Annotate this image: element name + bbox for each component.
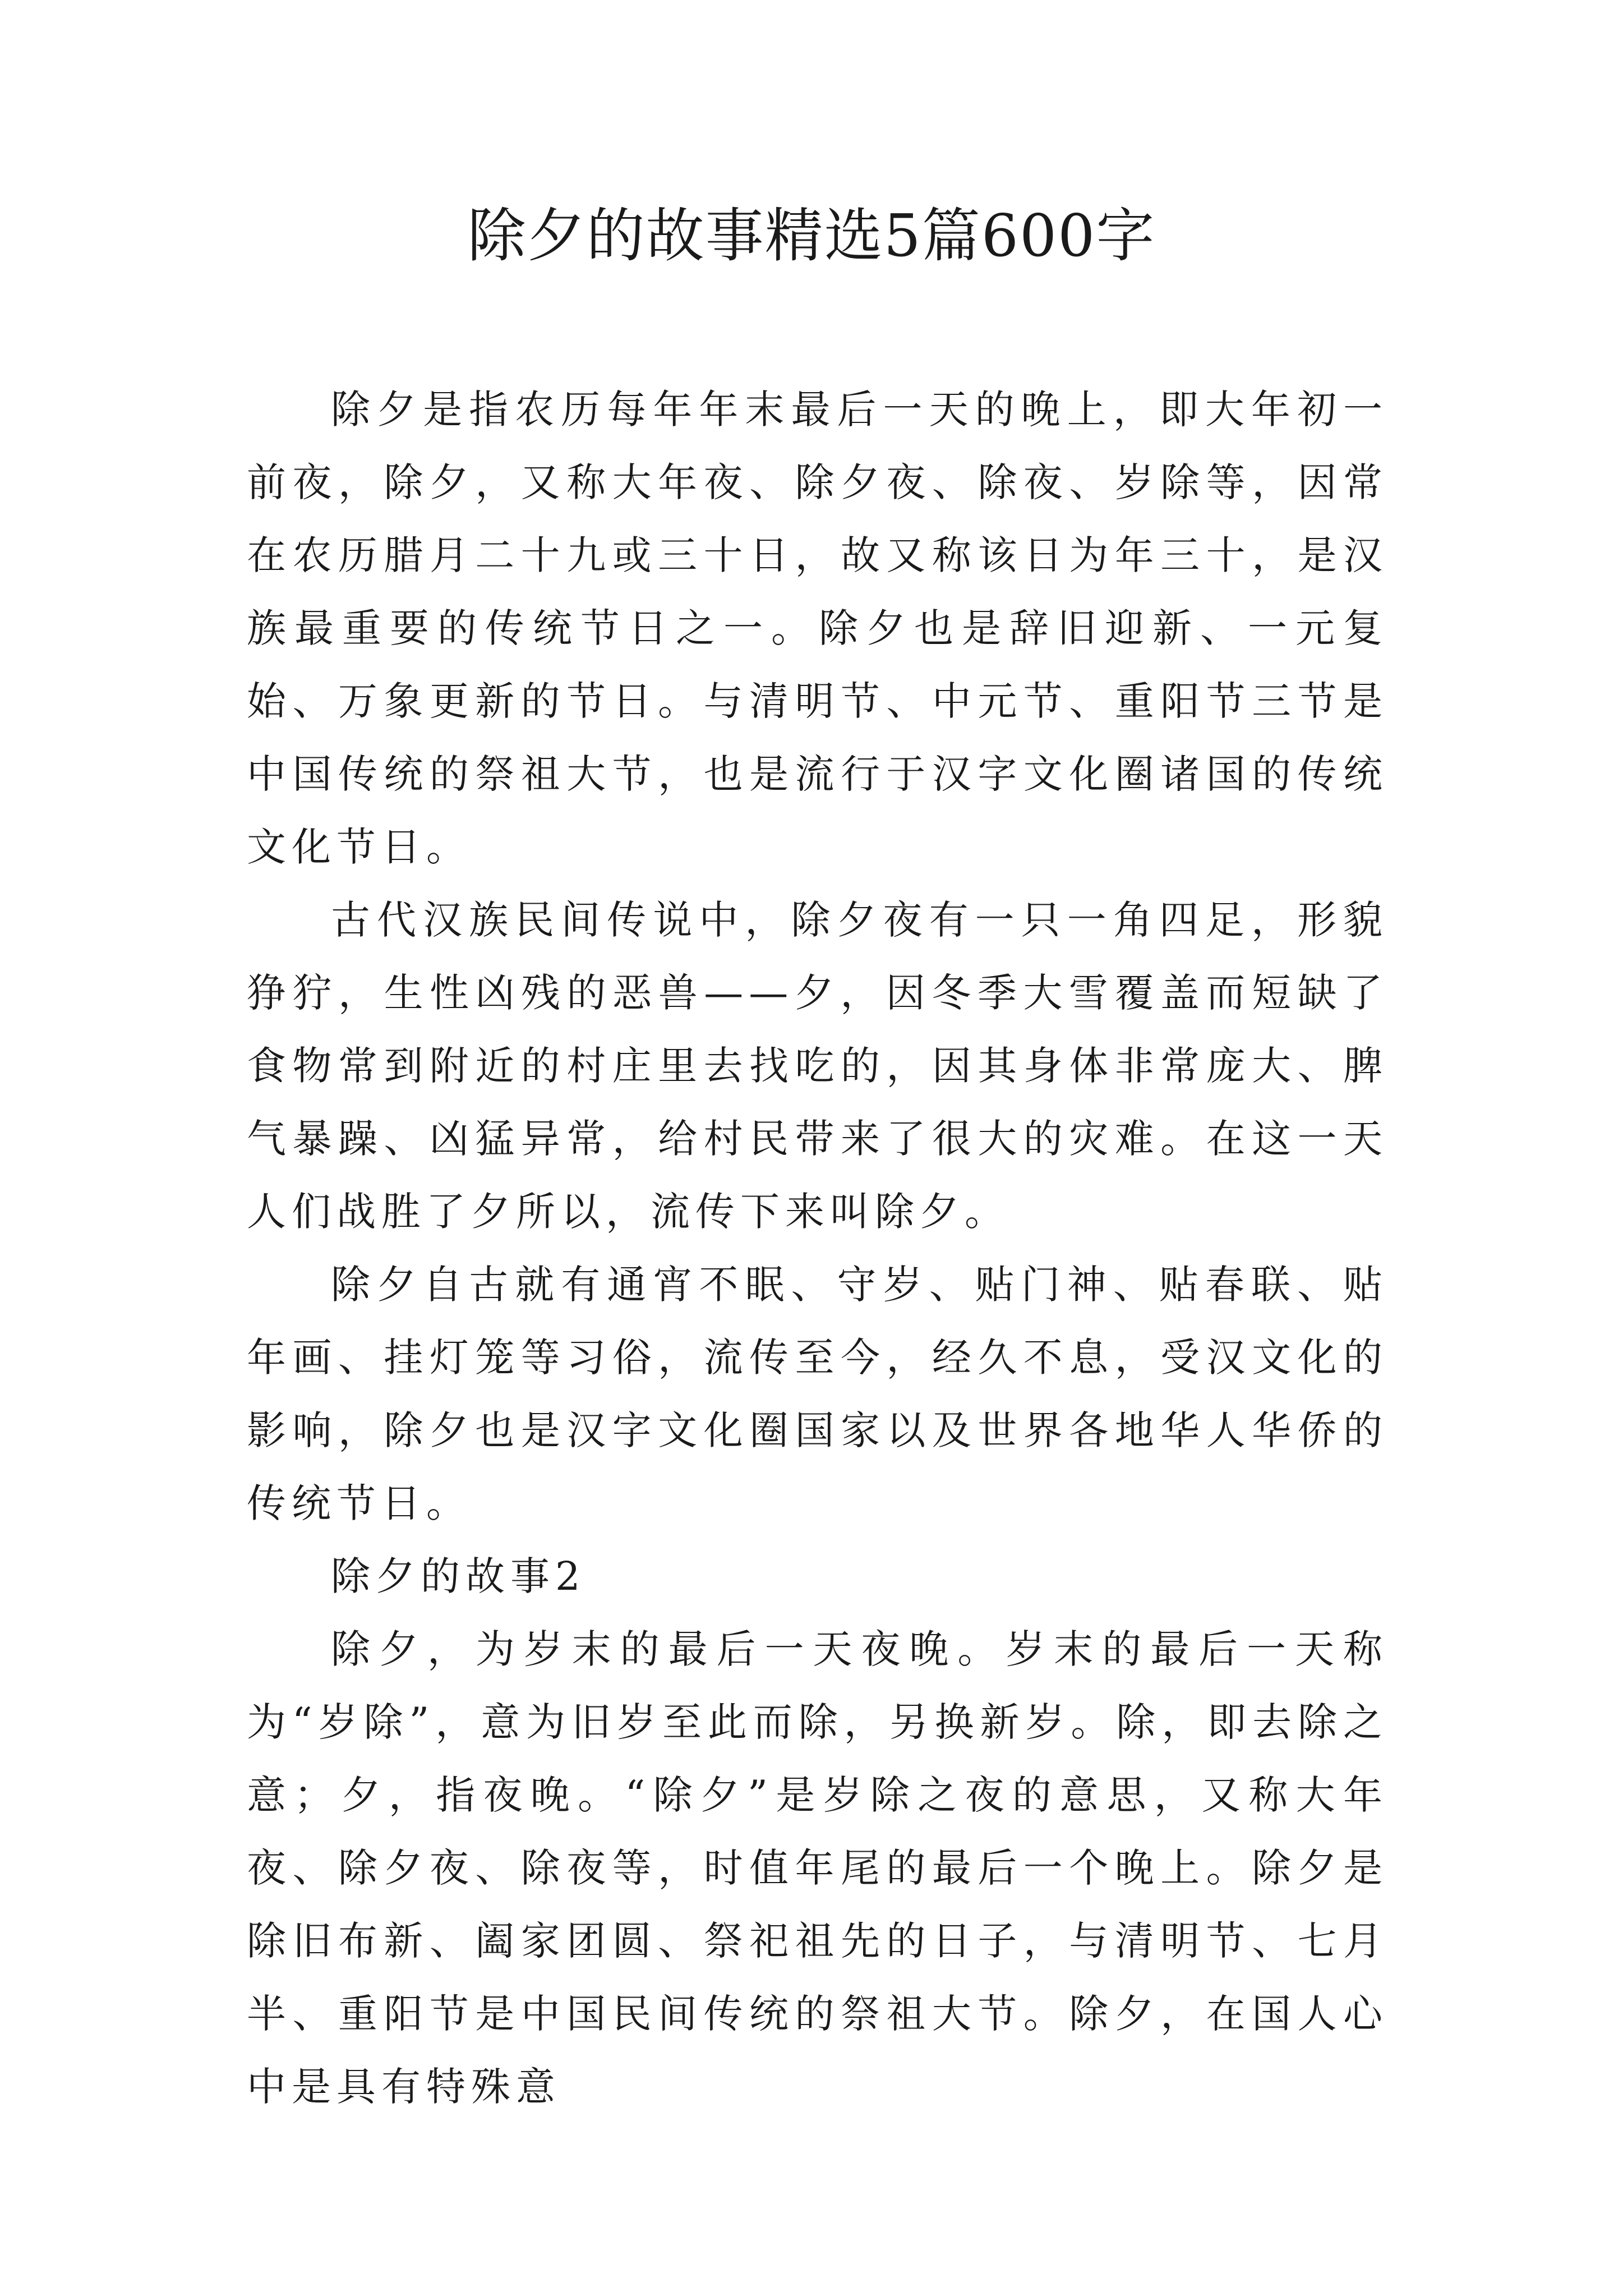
paragraph: 除夕是指农历每年年末最后一天的晚上，即大年初一前夜，除夕，又称大年夜、除夕夜、除夜、岁除等，因常在农历腊月二十九或三十日，故又称该日为年三十，是汉族最重要的传统节日之一。除夕也是辞旧迎新、一元复始、万象更新的节日。与清明节、中元节、重阳节三节是中国传统的祭祖大节，也是流行于汉字文化圈诸国的传统文化节日。 — [247, 386, 1388, 870]
document-body — [247, 373, 1388, 2123]
paragraph: 除夕自古就有通宵不眠、守岁、贴门神、贴春联、贴年画、挂灯笼等习俗，流传至今，经久不息，受汉文化的影响，除夕也是汉字文化圈国家以及世界各地华人华侨的传统节日。 — [247, 1262, 1388, 1526]
section-heading: 除夕的故事2 — [331, 1553, 586, 1599]
paragraph: 除夕，为岁末的最后一天夜晚。岁末的最后一天称为“岁除”，意为旧岁至此而除，另换新岁。除，即去除之意；夕，指夜晚。“除夕”是岁除之夜的意思，又称大年夜、除夕夜、除夜等，时值年尾的最后一个晚上。除夕是除旧布新、阖家团圆、祭祀祖先的日子，与清明节、七月半、重阳节是中国民间传统的祭祖大节。除夕，在国人心中是具有特殊意 — [247, 1626, 1388, 2110]
document-title: 除夕的故事精选5篇600字 — [467, 201, 1156, 270]
paragraph: 古代汉族民间传说中，除夕夜有一只一角四足，形貌狰狞，生性凶残的恶兽——夕，因冬季大雪覆盖而短缺了食物常到附近的村庄里去找吃的，因其身体非常庞大、脾气暴躁、凶猛异常，给村民带来了很大的灾难。在这一天人们战胜了夕所以，流传下来叫除夕。 — [247, 897, 1388, 1235]
